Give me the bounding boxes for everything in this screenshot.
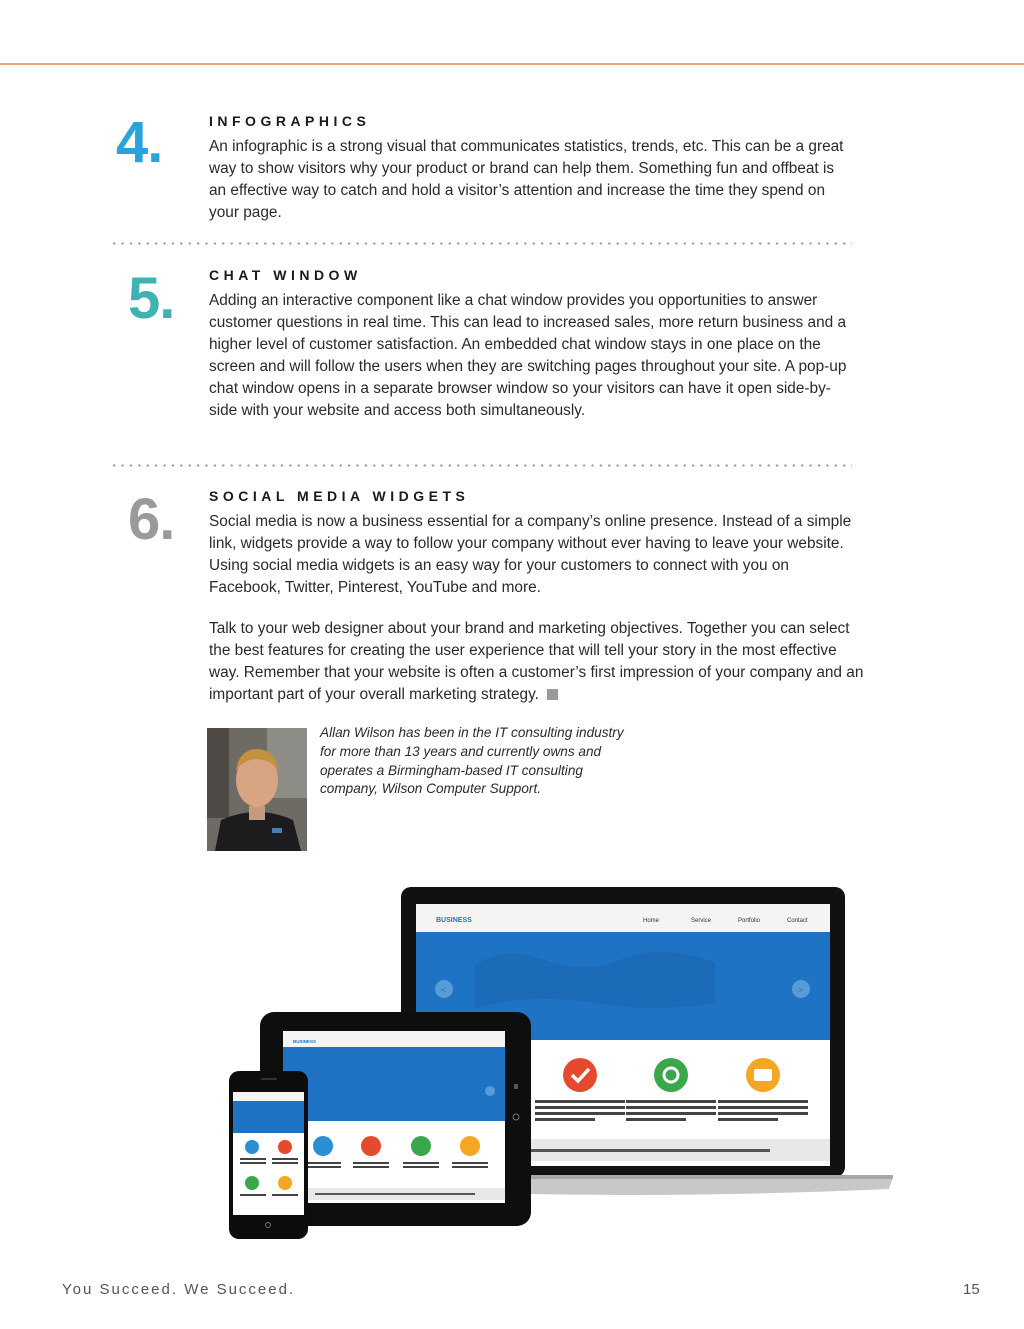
section-title: SOCIAL MEDIA WIDGETS — [209, 488, 470, 504]
svg-text:>: > — [798, 985, 804, 995]
footer-tagline: You Succeed. We Succeed. — [62, 1281, 296, 1298]
laptop-nav-home: Home — [643, 918, 660, 924]
laptop-nav-contact: Contact — [787, 918, 808, 924]
laptop-nav-service: Service — [691, 918, 712, 924]
section-number: 6. — [128, 487, 175, 552]
tablet-brand: BUSINESS — [293, 1039, 317, 1044]
section-text: Adding an interactive component like a chat window provides you opportunities to answer customer questions in real time. This can lead to increased sales, more return business and a higher level of customer satisfaction. An embedded chat window stays in one place on the screen and will follow the users when they are switching pages throughout your site. A pop-up chat window opens in a separate browser window so your visitors can have it open side-by-side with your website and access both simultaneously. — [209, 292, 847, 419]
section-social-media-widgets — [110, 487, 860, 597]
author-bio: Allan Wilson has been in the IT consulting industry for more than 13 years and currently owns and operates a Birmingham-based IT consulting company, Wilson Computer Support. — [320, 725, 624, 797]
end-of-article-icon — [547, 689, 558, 700]
section-title: CHAT WINDOW — [209, 267, 362, 283]
section-title: INFOGRAPHICS — [209, 113, 371, 129]
laptop-brand: BUSINESS — [436, 917, 472, 924]
section-divider — [110, 242, 852, 245]
laptop-nav-portfolio: Portfolio — [738, 918, 761, 924]
author-portrait-icon — [207, 728, 307, 851]
section-text: An infographic is a strong visual that communicates statistics, trends, etc. This can be a great way to show visitors why your product or brand can help them. Something fun and offbeat is an effective way to catch and hold a visitor’s attention and increase the time they spend on your page. — [209, 138, 844, 221]
section-text: Social media is now a business essential for a company’s online presence. Instead of a simple link, widgets provide a way to follow your company without ever having to leave your website. Using social media widgets is an easy way for your customers to connect with you on Facebook, Twitter, Pinterest, YouTube and more. — [209, 513, 852, 596]
conclusion-text: Talk to your web designer about your brand and marketing objectives. Together you can select the best features for creating the user experience that will tell your story in the most effective way. Remember that your website is often a customer’s first impression of your company and an important part of your overall marketing strategy. — [209, 620, 864, 703]
section-number: 5. — [128, 266, 175, 331]
section-divider — [110, 464, 852, 467]
header-rule — [0, 63, 1024, 65]
page-number: 15 — [963, 1281, 980, 1298]
section-number: 4. — [116, 110, 163, 175]
conclusion-paragraph — [209, 618, 869, 706]
author-photo — [207, 728, 307, 851]
section-infographics — [110, 112, 860, 222]
check-icon — [563, 1058, 597, 1092]
gear-icon — [654, 1058, 688, 1092]
svg-text:<: < — [441, 985, 447, 995]
section-chat-window — [110, 266, 860, 446]
section-body — [209, 114, 854, 224]
section-body — [209, 268, 854, 422]
section-body — [209, 489, 854, 599]
responsive-devices-illustration — [225, 885, 900, 1245]
phone-mockup — [229, 1071, 308, 1239]
